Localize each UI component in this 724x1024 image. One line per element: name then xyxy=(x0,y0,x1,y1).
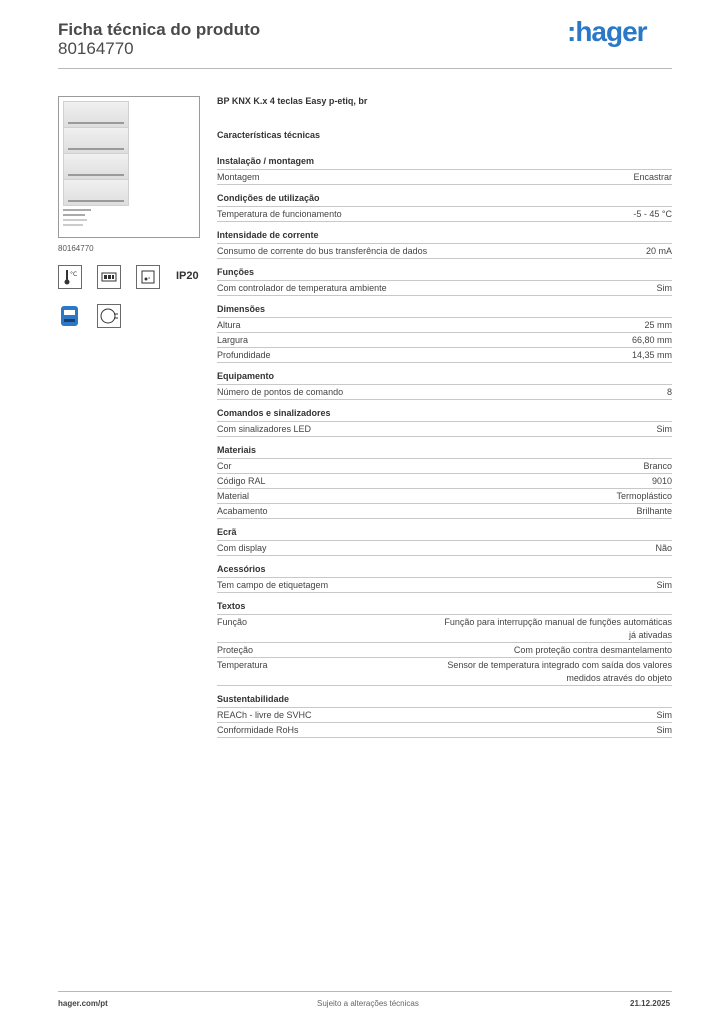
spec-value: 9010 xyxy=(651,476,672,486)
spec-value: Sim xyxy=(656,283,672,293)
spec-value: 8 xyxy=(666,387,672,397)
spec-section xyxy=(217,370,672,400)
spec-value: Não xyxy=(655,543,672,553)
spec-value: Sim xyxy=(656,580,672,590)
spec-label: Largura xyxy=(217,335,249,345)
spec-label: Número de pontos de comando xyxy=(217,387,344,397)
spec-value: Sim xyxy=(656,710,672,720)
section-title: Intensidade de corrente xyxy=(217,230,319,240)
hager-logo: :hager xyxy=(567,16,647,47)
product-image xyxy=(58,96,200,238)
spec-row xyxy=(217,458,672,473)
spec-row xyxy=(217,384,672,400)
spec-row xyxy=(217,722,672,738)
footer-website: hager.com/pt xyxy=(58,999,108,1008)
spec-section xyxy=(217,303,672,363)
footer-date: 21.12.2025 xyxy=(630,999,671,1008)
section-title: Funções xyxy=(217,267,255,277)
spec-section xyxy=(217,526,672,556)
spec-value: Encastrar xyxy=(633,172,672,182)
spec-row xyxy=(217,243,672,259)
spec-row xyxy=(217,657,672,686)
spec-value: Branco xyxy=(643,461,672,471)
section-title: Textos xyxy=(217,601,246,611)
spec-section xyxy=(217,693,672,738)
spec-row xyxy=(217,280,672,296)
spec-label: Código RAL xyxy=(217,476,266,486)
spec-row xyxy=(217,206,672,222)
spec-section xyxy=(217,155,672,185)
spec-label: Cor xyxy=(217,461,232,471)
spec-section xyxy=(217,600,672,686)
section-title: Sustentabilidade xyxy=(217,694,290,704)
spec-label: Profundidade xyxy=(217,350,271,360)
product-code: 80164770 xyxy=(58,39,134,58)
spec-label: Com display xyxy=(217,543,267,553)
section-title: Equipamento xyxy=(217,371,275,381)
spec-row xyxy=(217,488,672,503)
spec-section xyxy=(217,444,672,519)
spec-value: 20 mA xyxy=(645,246,672,256)
knx-icon xyxy=(58,304,82,328)
spec-row xyxy=(217,540,672,556)
spec-row xyxy=(217,577,672,593)
spec-value: 14,35 mm xyxy=(631,350,672,360)
spec-label: Montagem xyxy=(217,172,260,182)
spec-section xyxy=(217,563,672,593)
header-divider xyxy=(58,68,672,69)
ip20-badge: IP20 xyxy=(176,270,199,282)
spec-label: REACh - livre de SVHC xyxy=(217,710,312,720)
temperature-icon xyxy=(58,265,82,289)
spec-row xyxy=(217,347,672,363)
spec-table xyxy=(217,148,672,738)
spec-value: Sim xyxy=(656,424,672,434)
spec-label: Material xyxy=(217,491,250,501)
spec-value: Brilhante xyxy=(636,506,672,516)
spec-label: Temperatura de funcionamento xyxy=(217,209,342,219)
spec-label: Tem campo de etiquetagem xyxy=(217,580,329,590)
spec-label: Proteção xyxy=(217,645,254,655)
spec-label: Consumo de corrente do bus transferência de dados xyxy=(217,246,428,256)
section-title: Materiais xyxy=(217,445,257,455)
spec-value: 25 mm xyxy=(644,320,672,330)
spec-row xyxy=(217,169,672,185)
spec-row xyxy=(217,317,672,332)
product-key-2 xyxy=(63,127,129,154)
spec-row xyxy=(217,707,672,722)
footer-divider xyxy=(58,991,672,992)
page-title: Ficha técnica do produto xyxy=(58,20,261,39)
product-label-lines xyxy=(63,209,91,229)
spec-label: Função xyxy=(217,617,248,627)
cable-ring-icon xyxy=(97,304,121,328)
spec-value: Sensor de temperatura integrado com saída dos valores medidos através do objeto xyxy=(447,660,672,683)
product-key-1 xyxy=(63,101,129,128)
spec-row xyxy=(217,332,672,347)
spec-section xyxy=(217,266,672,296)
spec-label: Acabamento xyxy=(217,506,268,516)
spec-label: Altura xyxy=(217,320,241,330)
product-name: BP KNX K.x 4 teclas Easy p-etiq, br xyxy=(217,96,368,106)
spec-title: Características técnicas xyxy=(217,130,321,140)
spec-row xyxy=(217,642,672,657)
button-panel-icon xyxy=(97,265,121,289)
spec-label: Com sinalizadores LED xyxy=(217,424,312,434)
svg-text:°: ° xyxy=(148,277,151,283)
spec-row xyxy=(217,503,672,519)
image-caption: 80164770 xyxy=(58,244,94,253)
spec-value: -5 - 45 °C xyxy=(633,209,672,219)
product-key-4 xyxy=(63,179,129,206)
spec-value: Função para interrupção manual de funções automáticas já ativadas xyxy=(444,617,672,640)
spec-row xyxy=(217,473,672,488)
sensor-module-icon xyxy=(136,265,160,289)
spec-value: 66,80 mm xyxy=(631,335,672,345)
section-title: Acessórios xyxy=(217,564,266,574)
spec-label: Com controlador de temperatura ambiente xyxy=(217,283,387,293)
spec-row xyxy=(217,421,672,437)
section-title: Ecrã xyxy=(217,527,237,537)
spec-label: Temperatura xyxy=(217,660,268,670)
spec-row xyxy=(217,614,672,642)
spec-label: Conformidade RoHs xyxy=(217,725,299,735)
section-title: Comandos e sinalizadores xyxy=(217,408,331,418)
product-key-3 xyxy=(63,153,129,180)
spec-value: Sim xyxy=(656,725,672,735)
svg-text:°C: °C xyxy=(70,271,78,278)
section-title: Instalação / montagem xyxy=(217,156,315,166)
footer-note: Sujeito a alterações técnicas xyxy=(317,999,419,1008)
section-title: Condições de utilização xyxy=(217,193,320,203)
spec-value: Com proteção contra desmantelamento xyxy=(513,645,672,655)
spec-section xyxy=(217,229,672,259)
spec-section xyxy=(217,407,672,437)
spec-section xyxy=(217,192,672,222)
spec-value: Termoplástico xyxy=(616,491,672,501)
section-title: Dimensões xyxy=(217,304,266,314)
